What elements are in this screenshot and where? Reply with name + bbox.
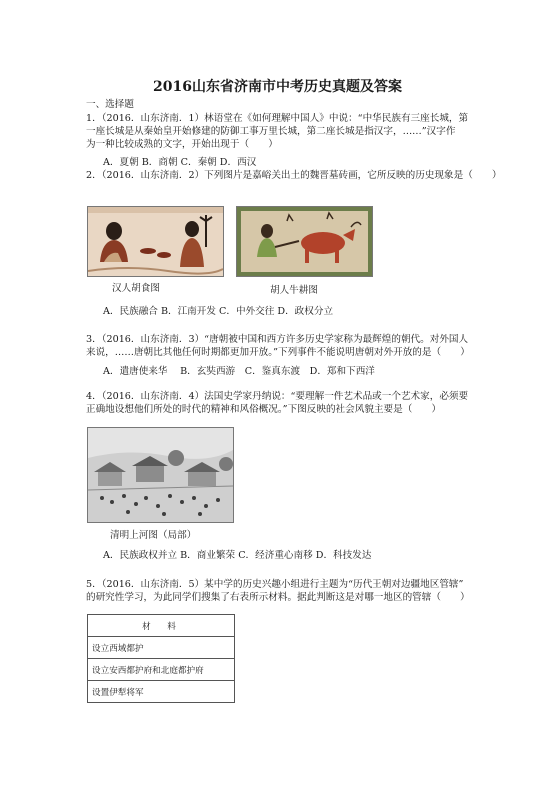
table-header-cell: 材 料 — [88, 615, 235, 637]
q2-image-caption-2: 胡人牛耕图 — [270, 285, 318, 296]
q4-options: A．民族政权并立 B．商业繁荣 C．经济重心南移 D．科技发达 — [103, 550, 372, 561]
q1-options: A．夏朝 B．商朝 C．秦朝 D．西汉 — [103, 157, 257, 168]
q5-line-1: 5．（2016．山东济南．5）某中学的历史兴趣小组进行主题为“历代王朝对边疆地区管辖” — [86, 579, 464, 590]
table-row — [88, 681, 235, 703]
q2-line-1: 2．（2016．山东济南．2）下列图片是嘉峪关出土的魏晋墓砖画，它所反映的历史现象是（ ） — [86, 170, 502, 181]
q3-line-2: 来说，……唐朝比其他任何时期都更加开放。”下列事件不能说明唐朝对外开放的是（ ） — [86, 347, 470, 358]
q3-options: A．遣唐使来华 B．玄奘西游 C．鉴真东渡 D．郑和下西洋 — [103, 366, 375, 377]
q1-line-3: 为一种比较成熟的文字，开始出现于（ ） — [86, 139, 278, 150]
q5-line-2: 的研究性学习，为此同学们搜集了右表所示材料。据此判断这是对哪一地区的管辖（ ） — [86, 592, 470, 603]
q2-image-caption-1: 汉人胡食图 — [112, 283, 160, 294]
exam-title: 2016山东省济南市中考历史真题及答案 — [153, 79, 402, 95]
table-cell: 设立西域都护 — [88, 637, 235, 659]
qingming-scroll-drawing — [88, 428, 233, 522]
hu-plowing-mural-drawing — [237, 207, 372, 276]
table-cell: 设置伊犁将军 — [88, 681, 235, 703]
q3-line-1: 3．（2016．山东济南．3）“唐朝被中国和西方许多历史学家称为最辉煌的朝代。对外国人 — [86, 334, 469, 345]
table-cell: 设立安西都护府和北庭都护府 — [88, 659, 235, 681]
table-row — [88, 615, 235, 637]
q4-line-1: 4．（2016．山东济南．4）法国史学家丹纳说：“要理解一件艺术品或一个艺术家，必须要 — [86, 391, 469, 402]
q5-material-table — [87, 614, 235, 703]
table-row — [88, 659, 235, 681]
han-eating-mural-image — [87, 206, 224, 277]
qingming-scroll-image — [87, 427, 234, 523]
q4-image-caption: 清明上河图（局部） — [110, 530, 197, 541]
q1-line-2: 一座长城是从秦始皇开始修建的防御工事万里长城，第二座长城是指汉字，……”汉字作 — [86, 126, 456, 137]
q4-line-2: 正确地设想他们所处的时代的精神和风俗概况。”下图反映的社会风貌主要是（ ） — [86, 404, 442, 415]
q2-options: A．民族融合 B．江南开发 C．中外交往 D．政权分立 — [103, 306, 334, 317]
q1-line-1: 1．（2016．山东济南．1）林语堂在《如何理解中国人》中说：“中华民族有三座长城，第 — [86, 113, 469, 124]
table-row — [88, 637, 235, 659]
section-heading: 一、选择题 — [86, 99, 134, 110]
han-eating-mural-drawing — [88, 207, 223, 276]
hu-plowing-mural-image — [236, 206, 373, 277]
